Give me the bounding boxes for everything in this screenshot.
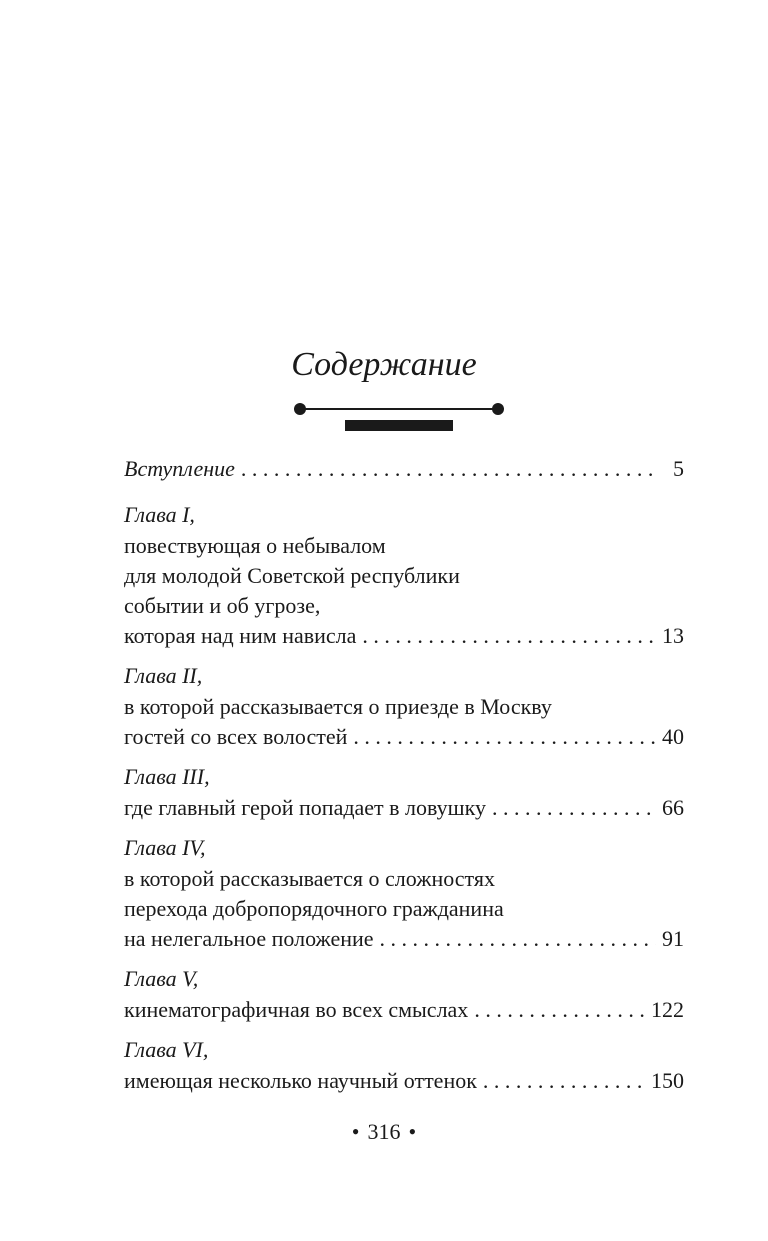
chapter-subtitle-last-line: где главный герой попадает в ловушку — [124, 795, 486, 820]
toc-entry-chapter-6[interactable] — [124, 1033, 684, 1096]
chapter-subtitle-last-line: имеющая несколько научный оттенок — [124, 1068, 477, 1093]
chapter-subtitle-line: для молодой Советской республики — [124, 563, 460, 588]
ornament-divider — [294, 401, 504, 433]
toc-entry-line — [124, 793, 684, 823]
ornament-bar — [345, 420, 453, 431]
toc-page-number: 5 — [673, 456, 684, 481]
chapter-subtitle-line: перехода добропорядочного гражданина — [124, 896, 504, 921]
folio-bullet-right: • — [408, 1119, 417, 1144]
leader-dots — [474, 995, 645, 1025]
toc-entry-chapter-2[interactable] — [124, 659, 684, 752]
page-number: 316 — [367, 1119, 401, 1144]
chapter-label: Глава V, — [124, 966, 199, 991]
toc-entry-chapter-1[interactable] — [124, 498, 684, 651]
chapter-label: Глава IV, — [124, 835, 206, 860]
toc-entry-chapter-3[interactable] — [124, 760, 684, 823]
leader-dots — [362, 621, 656, 651]
chapter-subtitle-line: в которой рассказывается о приезде в Москву — [124, 694, 552, 719]
page-folio — [0, 1117, 768, 1147]
toc-page-number: 66 — [662, 795, 684, 820]
chapter-subtitle-last-line: на нелегальное положение — [124, 926, 374, 951]
toc-entry-intro[interactable] — [124, 452, 684, 485]
chapter-label: Глава II, — [124, 663, 203, 688]
toc-entry-line — [124, 452, 684, 485]
toc-page-number: 122 — [651, 997, 684, 1022]
toc-entry-line — [124, 722, 684, 752]
toc-entry-title: Вступление — [124, 456, 235, 481]
toc-page-number: 13 — [662, 623, 684, 648]
toc-entry-line — [124, 924, 684, 954]
leader-dots — [483, 1066, 645, 1096]
toc-entry-line — [124, 1066, 684, 1096]
toc-entry-chapter-4[interactable] — [124, 831, 684, 954]
chapter-subtitle-line: в которой рассказывается о сложностях — [124, 866, 495, 891]
leader-dots — [241, 452, 658, 485]
toc-page-number: 91 — [662, 926, 684, 951]
chapter-subtitle-last-line: которая над ним нависла — [124, 623, 357, 648]
chapter-subtitle-last-line: кинематографичная во всех смыслах — [124, 997, 469, 1022]
chapter-subtitle-line: повествующая о небывалом — [124, 533, 386, 558]
toc-page-number: 150 — [651, 1068, 684, 1093]
toc-entry-line — [124, 995, 684, 1025]
chapter-subtitle-line: событии и об угрозе, — [124, 593, 321, 618]
toc-entry-line — [124, 621, 684, 651]
chapter-subtitle-last-line: гостей со всех волостей — [124, 724, 348, 749]
chapter-label: Глава VI, — [124, 1037, 209, 1062]
toc-page-number: 40 — [662, 724, 684, 749]
chapter-label: Глава I, — [124, 502, 195, 527]
folio-bullet-left: • — [351, 1119, 360, 1144]
chapter-label: Глава III, — [124, 764, 210, 789]
toc-entry-chapter-5[interactable] — [124, 962, 684, 1025]
table-of-contents — [124, 452, 684, 1104]
leader-dots — [380, 924, 656, 954]
page-title: Содержание — [291, 346, 477, 383]
leader-dots — [353, 722, 656, 752]
leader-dots — [492, 793, 656, 823]
ornament-right-dot — [492, 403, 504, 415]
